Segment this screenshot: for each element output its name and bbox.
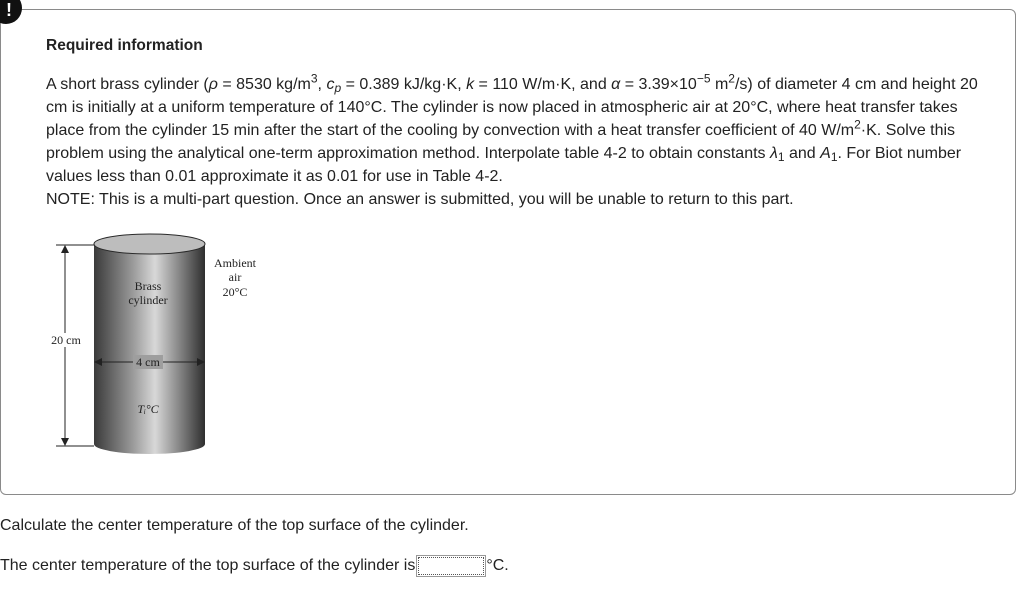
brass-label-line1: Brass	[134, 279, 162, 293]
alert-icon: !	[0, 0, 22, 24]
ambient-label-line1: Ambient	[214, 256, 256, 270]
brass-label-line2: cylinder	[128, 293, 168, 307]
height-label: 20 cm	[51, 333, 81, 347]
ambient-label-line2: air	[228, 270, 242, 284]
question-prompt: Calculate the center temperature of the top surface of the cylinder.	[0, 517, 469, 534]
answer-row	[0, 557, 509, 575]
center-temperature-input[interactable]	[418, 557, 484, 575]
cylinder-top	[94, 234, 205, 254]
height-arrow-down	[61, 438, 69, 446]
height-arrow-up	[61, 245, 69, 253]
problem-paragraph: A short brass cylinder (ρ = 8530 $kg/m^3$, $c_p = 0.389$ kJ/kg·K, k = 110 W/m·K, and $\alpha = 3.39\times 10^{-5}$ $m^2/s$) of diameter 4 cm and height 20 cm is initially at a uniform temperature of 140°C. The cylinder is now placed in atmospheric air at 20°C, where heat transfer takes place from the cylinder 15 min after the start of the cooling by convection with a heat transfer coefficient of 40 $W/m^2\cdot K$. Solve this problem using the analytical one-term approximation method. Interpolate table 4-2 to obtain constants $\lambda_1$ and $A_1$. For Biot number values less than 0.01 approximate it as 0.01 for use in Table 4-2.	[46, 71, 978, 185]
initial-temperature-label: Tᵢ°C	[137, 402, 159, 416]
ambient-label-line3: 20°C	[222, 285, 248, 299]
cylinder-bottom	[94, 434, 205, 454]
cylinder-figure	[40, 228, 280, 458]
problem-statement	[46, 73, 981, 211]
diameter-label: 4 cm	[136, 355, 160, 369]
note-text: NOTE: This is a multi-part question. Once an answer is submitted, you will be unable to return to this part.	[46, 191, 794, 208]
answer-prefix: The center temperature of the top surface of the cylinder is	[0, 557, 416, 574]
required-information-title: Required information	[46, 37, 203, 54]
answer-unit: °C.	[486, 557, 509, 574]
